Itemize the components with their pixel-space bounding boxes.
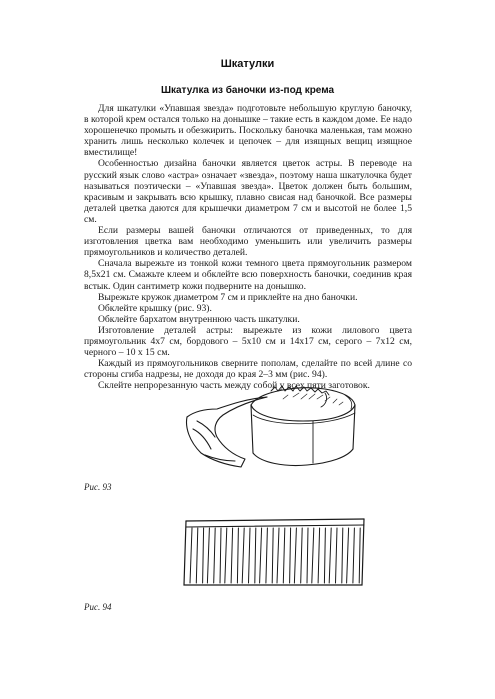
slit-line <box>301 528 303 583</box>
slit-line <box>231 528 233 583</box>
slit-line <box>342 528 343 583</box>
paragraph: Каждый из прямоугольников сверните пополам, сделайте по всей длине со стороны сгиба надрезы, не доходя до края 2–3 мм (рис. 94). <box>84 358 412 381</box>
paragraph: Вырежьте кружок диаметром 7 см и приклейте на дно баночки. <box>98 291 358 303</box>
slit-line <box>207 528 209 583</box>
paragraph: Для шкатулки «Упавшая звезда» подготовьте небольшую круглую баночку, в которой крем остался только на донышке – такие есть в каждом доме. Ее надо хорошенечко промыть и обезжирить. Поскольку баночка маленькая, там можно хранить лишь несколько колечек и цепочек – для изящных вещиц изящное вместилище! <box>84 103 412 159</box>
slit-line <box>283 528 285 583</box>
slit-line <box>220 528 221 583</box>
slit-line <box>347 528 349 583</box>
slit-line <box>242 528 244 583</box>
figure-93-jar-illustration <box>175 375 380 475</box>
slit-line <box>307 528 308 583</box>
slit-line <box>249 528 251 583</box>
paragraph: Обклейте бархатом внутреннюю часть шкатулки. <box>98 313 300 325</box>
section-title: Шкатулка из баночки из-под крема <box>160 85 335 96</box>
slit-line <box>318 528 320 583</box>
body-text <box>84 103 412 391</box>
paragraph: Обклейте крышку (рис. 93). <box>98 302 212 314</box>
paragraph: Сначала вырежьте из тонкой кожи темного цвета прямоугольник размером 8,5x21 см. Смажьте клеем и обклейте всю поверхность баночки, соединив края встык. Один сантиметр кожи подверните на донышко. <box>84 258 412 292</box>
paragraph: Если размеры вашей баночки отличаются от приведенных, то для изготовления цветка вам необходимо уменьшить или увеличить размеры прямоугольников и количество деталей. <box>84 225 412 259</box>
slit-line <box>266 528 268 583</box>
slit-line <box>312 528 314 583</box>
slit-line <box>359 528 360 583</box>
slit-line <box>260 528 262 583</box>
slit-line <box>272 528 273 583</box>
slit-line <box>190 528 192 583</box>
figure-94-cut-rectangle-illustration <box>180 515 370 590</box>
slit-line <box>225 528 227 583</box>
figure-94-caption: Рис. 94 <box>84 602 112 612</box>
slit-line <box>336 528 338 583</box>
slit-line <box>277 528 279 583</box>
slit-line <box>294 528 296 583</box>
paragraph: Особенностью дизайна баночки является цветок астры. В переводе на русский язык слово «астра» означает «звезда», поэтому наша шкатулочка будет называться поэтически – «Упавшая звезда». Цветок должен быть большим, красивым и закрывать всю крышку, плавно свисая над баночкой. Все размеры деталей цветка даются для крышечки диаметром 7 см и высотой не более 1,5 см. <box>84 158 412 225</box>
paragraph: Изготовление деталей астры: вырежьте из кожи лилового цвета прямоугольник 4x7 см, бордового – 5x10 см и 14x17 см, серого – 7x12 см, черного – 10 x 15 см. <box>84 324 412 359</box>
slit-line <box>324 528 325 583</box>
slit-line <box>203 528 204 583</box>
slit-line <box>329 528 331 583</box>
slit-line <box>214 528 216 583</box>
slit-line <box>196 528 198 583</box>
page-title: Шкатулки <box>220 58 275 70</box>
figure-93-caption: Рис. 93 <box>84 482 112 492</box>
slit-line <box>237 528 238 583</box>
slit-line <box>290 528 291 583</box>
paragraph: Склейте непрорезанную часть между собой у всех пяти заготовок. <box>98 380 370 392</box>
slit-line <box>353 528 355 583</box>
slit-line <box>255 528 256 583</box>
